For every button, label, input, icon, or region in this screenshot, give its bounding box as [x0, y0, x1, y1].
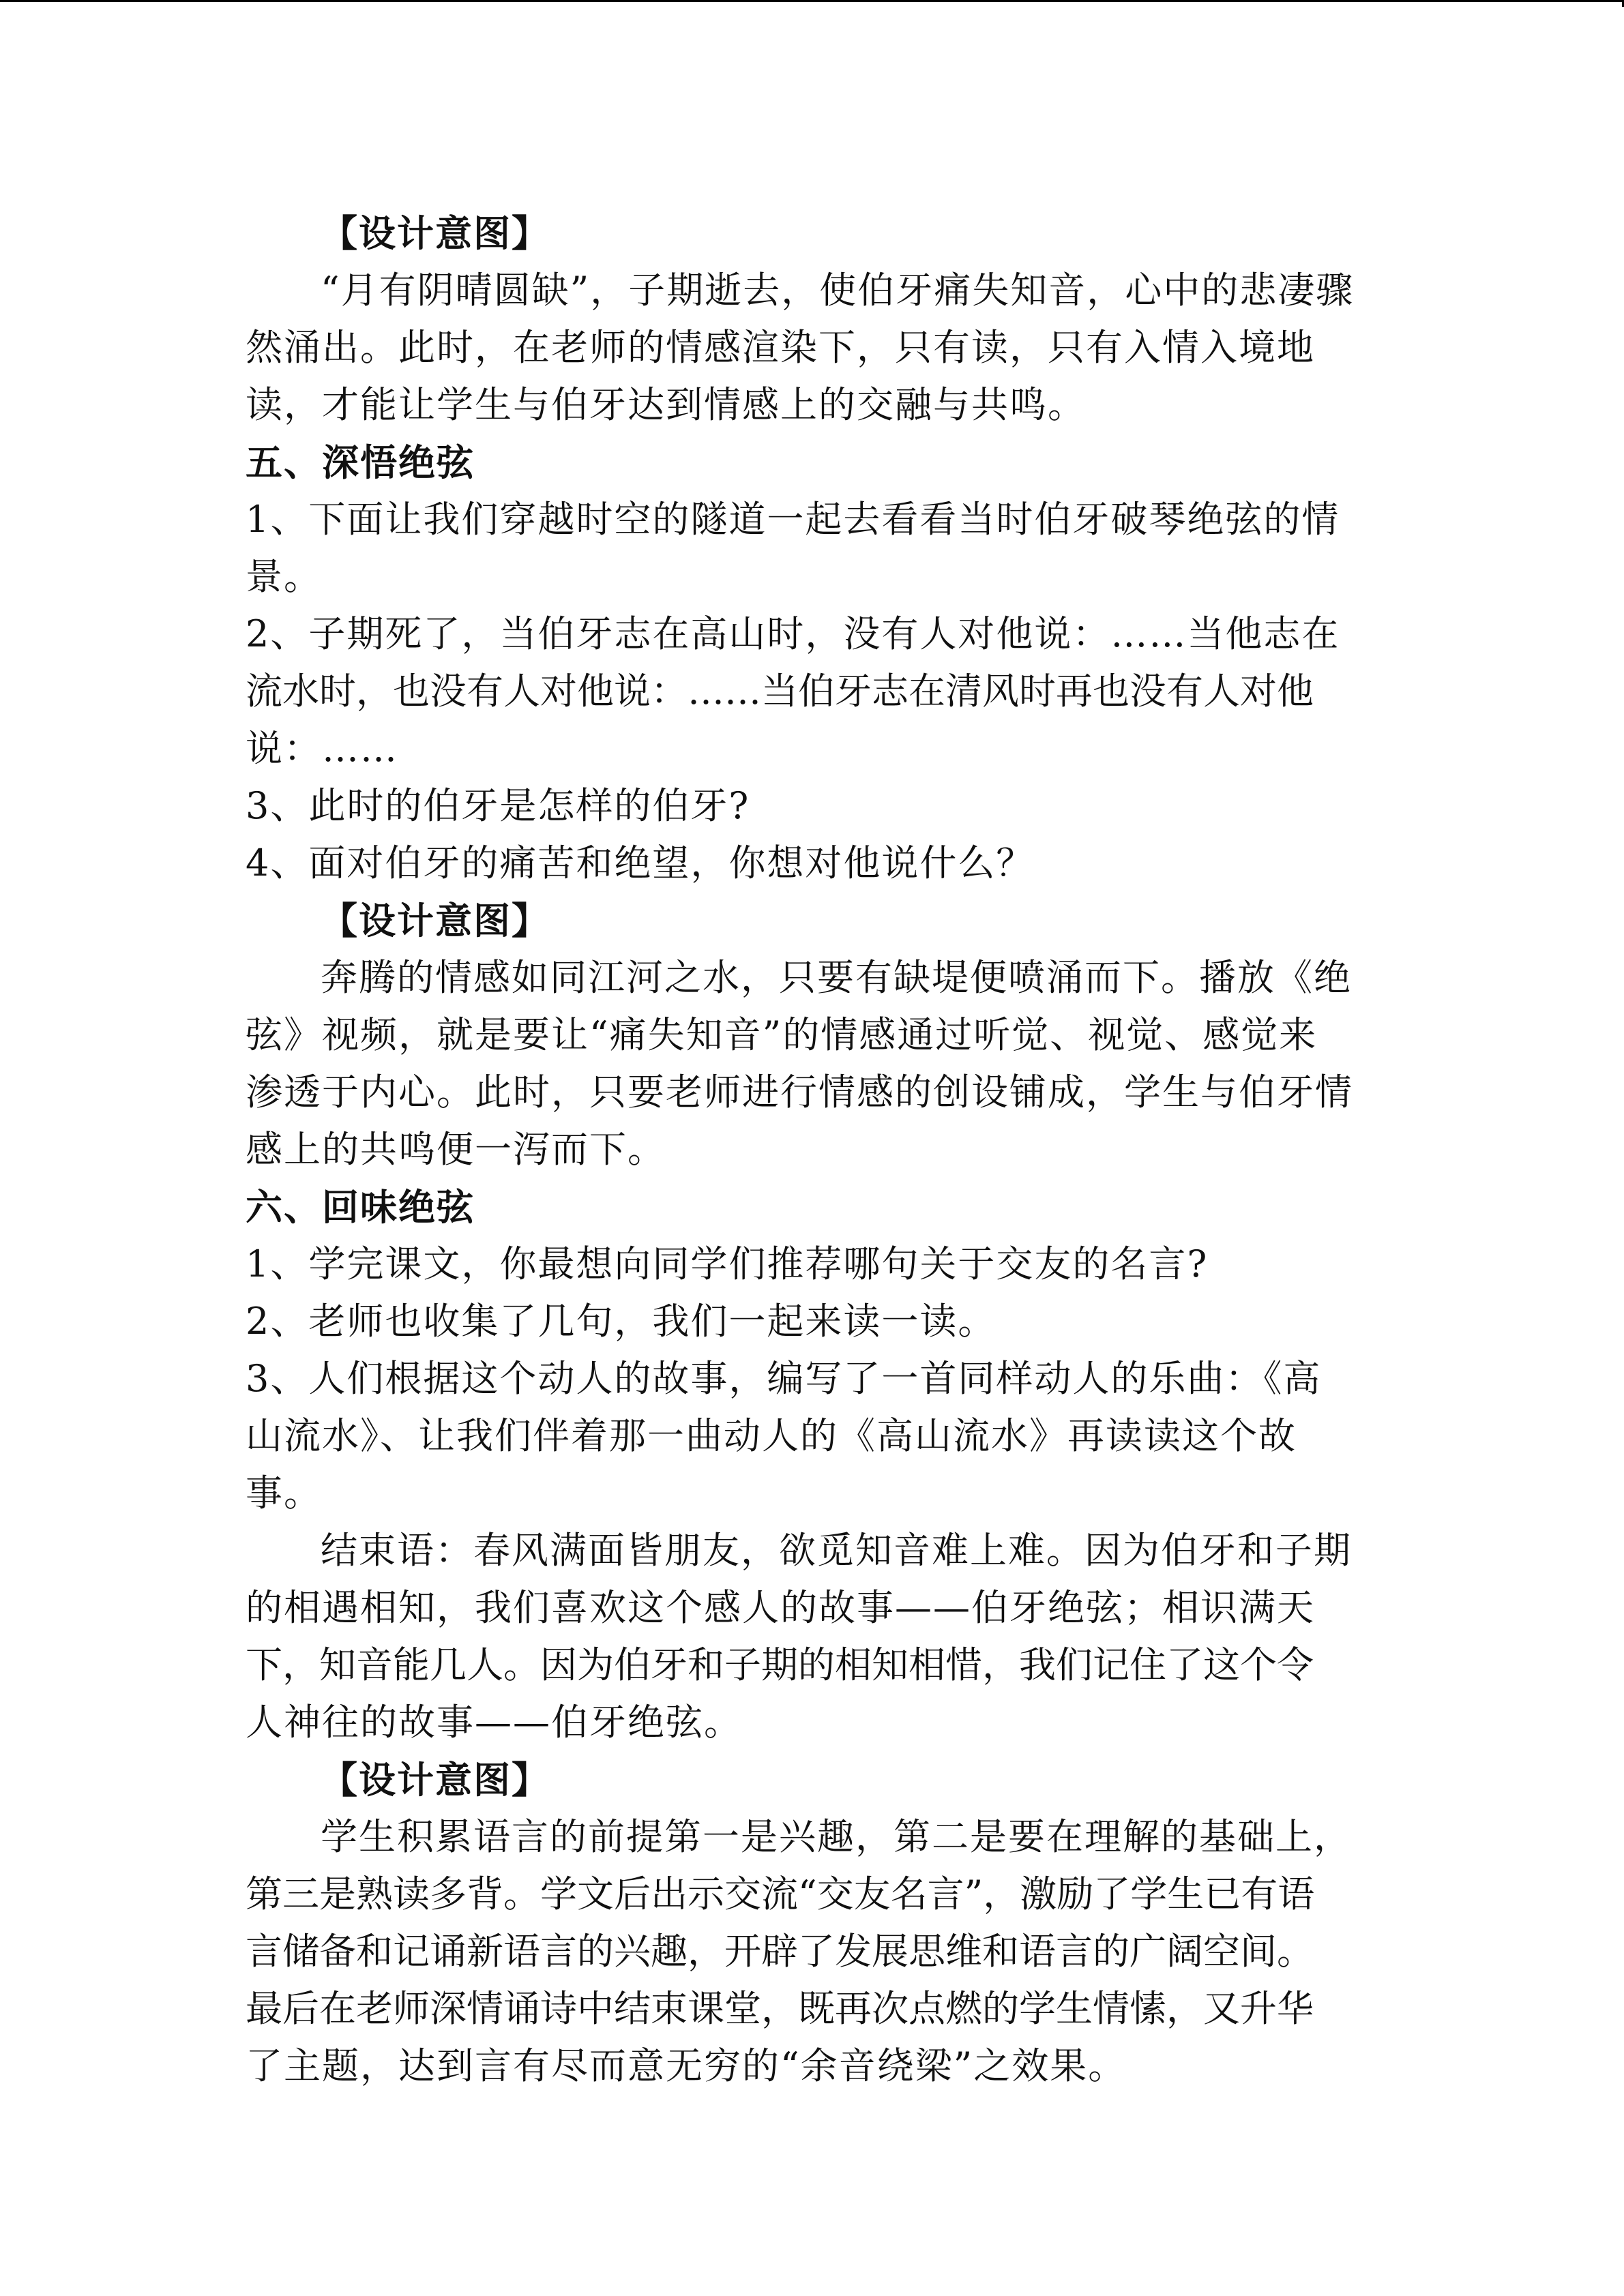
list-item: 4、面对伯牙的痛苦和绝望，你想对他说什么？: [246, 841, 1035, 884]
paragraph-line: 弦》视频，就是要让“痛失知音”的情感通过听觉、视觉、感觉来: [246, 1013, 1318, 1056]
paragraph-line: 下，知音能几人。因为伯牙和子期的相知相惜，我们记住了这个令: [246, 1643, 1314, 1686]
paragraph-line: 学生积累语言的前提第一是兴趣，第二是要在理解的基础上，: [321, 1815, 1352, 1858]
paragraph-line: 人神往的故事——伯牙绝弦。: [246, 1701, 742, 1744]
list-item: 1、学完课文，你最想向同学们推荐哪句关于交友的名言?: [246, 1242, 1209, 1285]
item-line: 山流水》、让我们伴着那一曲动人的《高山流水》再读读这个故: [246, 1414, 1297, 1457]
paragraph-line: 感上的共鸣便一泻而下。: [246, 1128, 666, 1171]
list-item: 2、老师也收集了几句，我们一起来读一读。: [246, 1300, 996, 1343]
item-line: 景。: [246, 555, 322, 598]
paragraph-line: 然涌出。此时，在老师的情感渲染下，只有读，只有入情入境地: [246, 326, 1315, 369]
section-heading: 六、回味绝弦: [246, 1185, 475, 1229]
list-item: [246, 1350, 1378, 1522]
closing-remarks-paragraph: [246, 1522, 1378, 1751]
document-body: [246, 205, 1378, 2095]
paragraph-line: 渗透于内心。此时，只要老师进行情感的创设铺成，学生与伯牙情: [246, 1071, 1353, 1114]
paragraph-line: 奔腾的情感如同江河之水，只要有缺堤便喷涌而下。播放《绝: [321, 956, 1352, 999]
design-intent-heading: 【设计意图】: [321, 899, 550, 942]
paragraph-line: 了主题，达到言有尽而意无穷的“余音绕梁”之效果。: [246, 2044, 1127, 2087]
list-item: [246, 491, 1378, 606]
paragraph-line: 结束语：春风满面皆朋友，欲觅知音难上难。因为伯牙和子期: [321, 1529, 1352, 1572]
paragraph-line: 第三是熟读多背。学文后出示交流“交友名言”，激励了学生已有语: [246, 1873, 1315, 1915]
list-item: [246, 606, 1378, 777]
design-intent-paragraph: [246, 1808, 1378, 2095]
item-line: 1、下面让我们穿越时空的隧道一起去看看当时伯牙破琴绝弦的情: [246, 498, 1340, 541]
list-item: 3、此时的伯牙是怎样的伯牙?: [246, 784, 750, 827]
paragraph-line: 读，才能让学生与伯牙达到情感上的交融与共鸣。: [246, 383, 1086, 426]
paragraph-line: 言储备和记诵新语言的兴趣，开辟了发展思维和语言的广阔空间。: [246, 1930, 1314, 1973]
item-line: 3、人们根据这个动人的故事，编写了一首同样动人的乐曲：《高: [246, 1357, 1322, 1400]
paragraph-line: 最后在老师深情诵诗中结束课堂，既再次点燃的学生情愫，又升华: [246, 1987, 1314, 2030]
design-intent-paragraph: [246, 949, 1378, 1178]
design-intent-paragraph: [246, 262, 1378, 434]
item-line: 流水时，也没有人对他说：……当伯牙志在清风时再也没有人对他: [246, 670, 1314, 713]
item-line: 事。: [246, 1472, 322, 1515]
paragraph-line: “月有阴晴圆缺”，子期逝去，使伯牙痛失知音，心中的悲凄骤: [321, 269, 1355, 312]
design-intent-heading: 【设计意图】: [321, 1758, 550, 1802]
design-intent-heading: 【设计意图】: [321, 211, 550, 255]
section-heading: 五、深悟绝弦: [246, 441, 475, 484]
paragraph-line: 的相遇相知，我们喜欢这个感人的故事——伯牙绝弦；相识满天: [246, 1586, 1315, 1629]
item-line: 2、子期死了，当伯牙志在高山时，没有人对他说：……当他志在: [246, 612, 1340, 655]
item-line: 说：……: [246, 727, 398, 770]
top-border-line: [0, 0, 1624, 2]
